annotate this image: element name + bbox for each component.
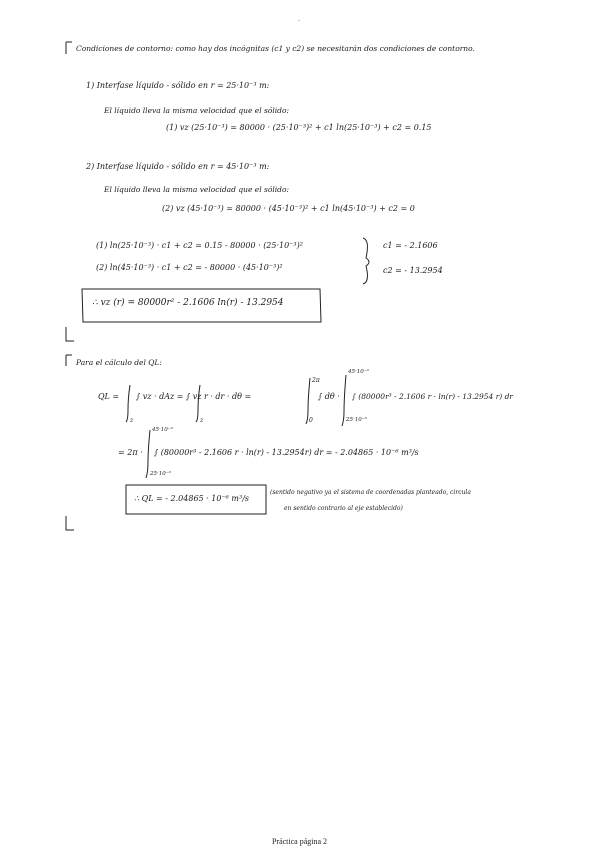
item1-title: 1) Interfase líquido - sólido en r = 25·10⁻³ m: xyxy=(86,81,270,90)
page-footer: Práctica página 2 xyxy=(271,837,328,846)
r-upper-limit: 45·10⁻³ xyxy=(348,369,369,375)
item2-title: 2) Interfase líquido - sólido en r = 45·10⁻³ m: xyxy=(86,162,270,171)
corner-mark-bottom-1 xyxy=(66,327,74,341)
ql-sub-z2: z xyxy=(200,417,204,424)
corner-mark-top-2 xyxy=(66,355,72,366)
system-eq1: (1) ln(25·10⁻³) · c1 + c2 = 0.15 - 80000 · (25·10⁻³)² xyxy=(96,241,303,250)
ql-result: ∴ QL = - 2.04865 · 10⁻⁶ m³/s xyxy=(134,494,249,503)
top-dot: . xyxy=(298,16,300,23)
ql-sub-z1: z xyxy=(130,417,134,424)
ql-integral-part1: ∫ vz · dAz = ∫ vz r · dr · dθ = xyxy=(136,392,252,401)
dtheta: ∫ dθ · xyxy=(318,392,340,401)
solution-c1: c1 = - 2.1606 xyxy=(383,241,438,250)
theta-lower-limit: 0 xyxy=(309,417,313,424)
system-eq2: (2) ln(45·10⁻³) · c1 + c2 = - 80000 · (45·10⁻³)² xyxy=(96,263,283,272)
r-lower-limit: 25·10⁻³ xyxy=(346,417,367,423)
ql-note-line2: en sentido contrario al eje establecido) xyxy=(284,505,403,512)
ql-step2-lhs: = 2π · xyxy=(118,448,143,457)
corner-mark-bottom-2 xyxy=(66,516,74,530)
solution-c2: c2 = - 13.2954 xyxy=(383,266,443,275)
system-brace xyxy=(363,238,369,284)
ql-note-line1: (sentido negativo ya el sistema de coordenadas planteado, circula xyxy=(270,489,471,496)
step2-upper-limit: 45·10⁻³ xyxy=(152,427,173,433)
item2-text: El líquido lleva la misma velocidad que el sólido: xyxy=(104,185,290,194)
item2-equation: (2) vz (45·10⁻³) = 80000 · (45·10⁻³)² + c1 ln(45·10⁻³) + c2 = 0 xyxy=(162,204,415,213)
corner-mark-top-1 xyxy=(66,42,72,54)
step2-lower-limit: 25·10⁻³ xyxy=(150,471,171,477)
ql-integrand: ∫ (80000r³ - 2.1606 r · ln(r) - 13.2954 r) dr xyxy=(352,392,513,401)
item1-text: El líquido lleva la misma velocidad que el sólido: xyxy=(104,106,290,115)
velocity-result: ∴ vz (r) = 80000r² - 2.1606 ln(r) - 13.2954 xyxy=(92,298,284,308)
section2-heading: Para el cálculo del QL: xyxy=(76,358,162,367)
theta-upper-limit: 2π xyxy=(312,377,320,384)
section1-heading: Condiciones de contorno: como hay dos incógnitas (c1 y c2) se necesitarán dos condiciones de contorno. xyxy=(76,44,475,53)
ql-lhs: QL = xyxy=(98,392,120,401)
item1-equation: (1) vz (25·10⁻³) = 80000 · (25·10⁻³)² + c1 ln(25·10⁻³) + c2 = 0.15 xyxy=(166,123,432,132)
ql-step2-integral: ∫ (80000r³ - 2.1606 r · ln(r) - 13.2954r) dr = - 2.04865 · 10⁻⁶ m³/s xyxy=(154,448,419,457)
